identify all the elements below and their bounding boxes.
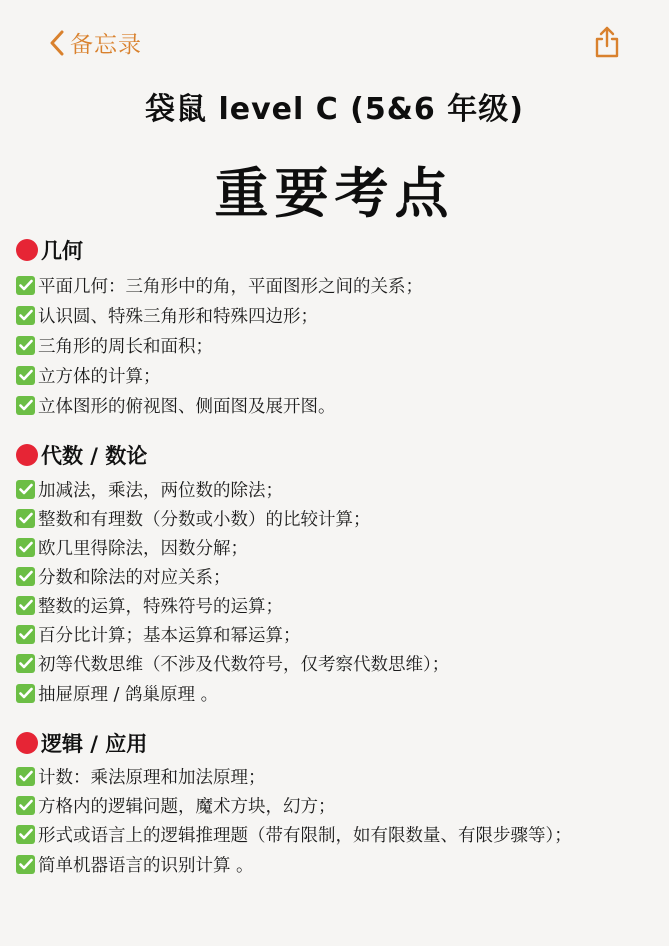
- list-item: [16, 622, 301, 646]
- check-mark-icon: [16, 567, 35, 586]
- list-item: [16, 333, 213, 357]
- page-title: 袋鼠 level C (5&6 年级): [145, 92, 524, 127]
- list-item: [16, 793, 336, 817]
- section-title: 代数 / 数论: [41, 444, 148, 468]
- list-item: [16, 273, 423, 297]
- section-header-algebra: [16, 441, 147, 469]
- list-item: [16, 651, 449, 675]
- list-item: [16, 393, 336, 417]
- navigation-bar: [0, 0, 669, 86]
- list-item: [16, 303, 318, 327]
- list-item-text: 计数：乘法原理和加法原理；: [38, 767, 266, 788]
- list-item-text: 简单机器语言的识别计算 。: [38, 855, 254, 876]
- list-item-text: 三角形的周长和面积；: [38, 336, 213, 357]
- check-mark-icon: [16, 538, 35, 557]
- list-item: [16, 535, 248, 559]
- list-item: [16, 363, 161, 387]
- check-mark-icon: [16, 796, 35, 815]
- list-item: [16, 852, 254, 876]
- check-mark-icon: [16, 825, 35, 844]
- list-item: [16, 506, 371, 530]
- list-item-text: 百分比计算；基本运算和幂运算；: [38, 625, 301, 646]
- list-item-text: 抽屉原理 / 鸽巢原理 。: [38, 684, 219, 705]
- check-mark-icon: [16, 480, 35, 499]
- check-mark-icon: [16, 306, 35, 325]
- section-header-logic: [16, 729, 147, 757]
- check-mark-icon: [16, 684, 35, 703]
- list-item: [16, 564, 231, 588]
- list-item: [16, 822, 572, 846]
- list-item: [16, 477, 283, 501]
- check-mark-icon: [16, 596, 35, 615]
- list-item-text: 方格内的逻辑问题，魔术方块，幻方；: [38, 796, 336, 817]
- back-button-label: 备忘录: [70, 32, 142, 58]
- section-header-geometry: [16, 236, 83, 264]
- list-item-text: 初等代数思维（不涉及代数符号，仅考察代数思维）；: [38, 654, 450, 675]
- list-item-text: 整数的运算，特殊符号的运算；: [38, 596, 283, 617]
- back-button[interactable]: [50, 26, 142, 59]
- list-item-text: 立方体的计算；: [38, 366, 161, 387]
- red-circle-icon: [16, 444, 38, 466]
- list-item-text: 分数和除法的对应关系；: [38, 567, 231, 588]
- check-mark-icon: [16, 336, 35, 355]
- section-title: 逻辑 / 应用: [41, 732, 148, 756]
- check-mark-icon: [16, 276, 35, 295]
- share-button[interactable]: [592, 25, 622, 59]
- list-item-text: 加减法，乘法，两位数的除法；: [38, 480, 283, 501]
- list-item-text: 认识圆、特殊三角形和特殊四边形；: [38, 306, 318, 327]
- list-item: [16, 593, 283, 617]
- red-circle-icon: [16, 239, 38, 261]
- list-item-text: 形式或语言上的逻辑推理题（带有限制，如有限数量、有限步骤等）；: [38, 825, 572, 846]
- list-item-text: 整数和有理数（分数或小数）的比较计算；: [38, 509, 371, 530]
- check-mark-icon: [16, 625, 35, 644]
- list-item: [16, 681, 218, 705]
- list-item-text: 欧几里得除法，因数分解；: [38, 538, 248, 559]
- page-subtitle: 重要考点: [214, 162, 455, 225]
- check-mark-icon: [16, 654, 35, 673]
- check-mark-icon: [16, 366, 35, 385]
- check-mark-icon: [16, 509, 35, 528]
- list-item-text: 平面几何：三角形中的角，平面图形之间的关系；: [38, 276, 423, 297]
- share-icon: [592, 25, 622, 59]
- list-item: [16, 764, 266, 788]
- chevron-left-icon: [50, 30, 64, 56]
- check-mark-icon: [16, 767, 35, 786]
- check-mark-icon: [16, 396, 35, 415]
- section-title: 几何: [41, 239, 83, 263]
- check-mark-icon: [16, 855, 35, 874]
- list-item-text: 立体图形的俯视图、侧面图及展开图。: [38, 396, 336, 417]
- red-circle-icon: [16, 732, 38, 754]
